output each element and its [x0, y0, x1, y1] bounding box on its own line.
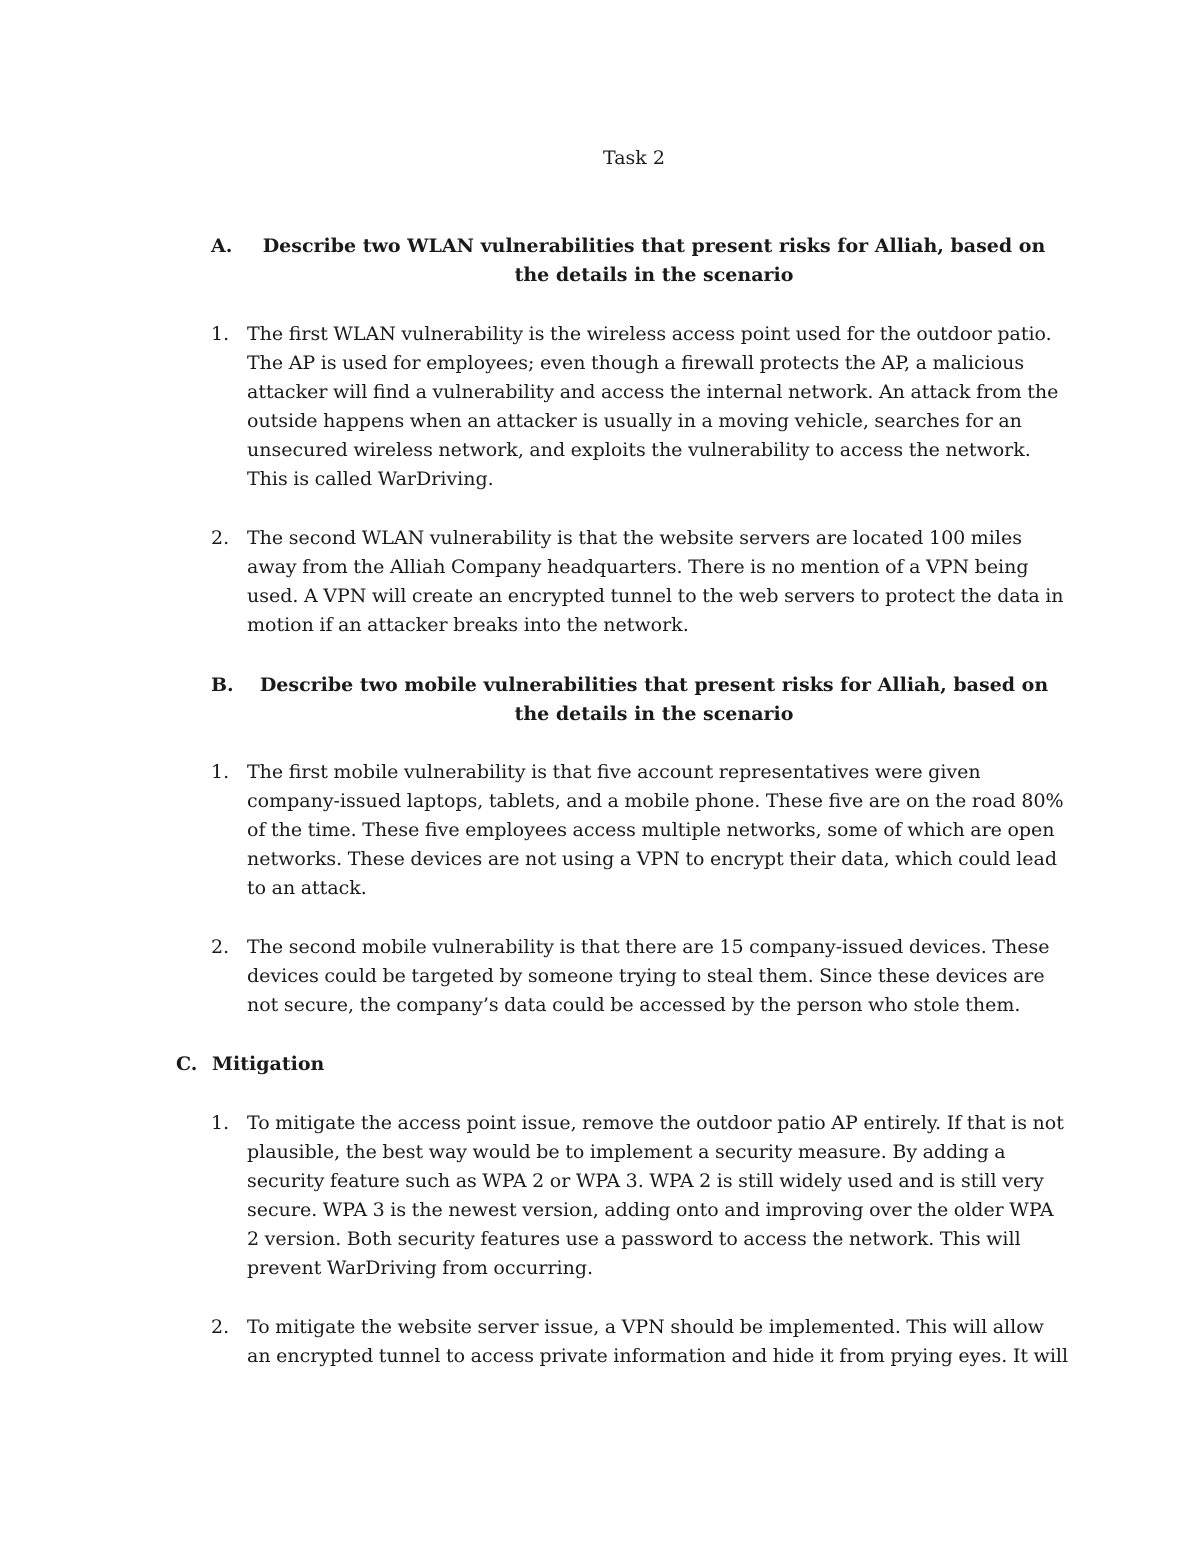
section-c-heading-text: Mitigation — [212, 1053, 325, 1075]
section-b-item-1 — [211, 758, 1071, 903]
section-a-heading-text: Describe two WLAN vulnerabilities that present risks for Alliah, based on the details in the scenario — [262, 235, 1046, 286]
section-a-item-2 — [211, 524, 1071, 640]
list-item-number: 1. — [211, 1112, 230, 1134]
list-item-number: 2. — [211, 936, 230, 958]
section-a-letter: A. — [211, 235, 233, 257]
list-item-number: 1. — [211, 323, 230, 345]
section-a-heading — [211, 232, 1061, 290]
section-b-heading-text: Describe two mobile vulnerabilities that present risks for Alliah, based on the details in the scenario — [259, 674, 1049, 725]
section-a-item-1 — [211, 320, 1071, 494]
section-b-item-2 — [211, 933, 1071, 1020]
list-item-text: To mitigate the access point issue, remove the outdoor patio AP entirely. If that is not plausible, the best way would be to implement a security measure. By adding a security feature such as WPA 2 or WPA 3. WPA 2 is still widely used and is still very secure. WPA 3 is the newest version, adding onto and improving over the older WPA 2 version. Both security features use a password to access the network. This will prevent WarDriving from occurring. — [247, 1112, 1064, 1279]
section-c-item-1 — [211, 1109, 1071, 1283]
list-item-number: 1. — [211, 761, 230, 783]
section-b-letter: B. — [211, 674, 234, 696]
list-item-number: 2. — [211, 1316, 230, 1338]
list-item-number: 2. — [211, 527, 230, 549]
section-b-heading — [211, 671, 1061, 729]
section-c-item-2 — [211, 1313, 1071, 1371]
section-c-letter: C. — [176, 1053, 198, 1075]
section-c-heading — [176, 1050, 324, 1079]
list-item-text: The first WLAN vulnerability is the wireless access point used for the outdoor patio. The AP is used for employees; even though a firewall protects the AP, a malicious attacker will find a vulnerability and access the internal network. An attack from the outside happens when an attacker is usually in a moving vehicle, searches for an unsecured wireless network, and exploits the vulnerability to access the network. This is called WarDriving. — [247, 323, 1059, 490]
list-item-text: To mitigate the website server issue, a VPN should be implemented. This will allow an encrypted tunnel to access private information and hide it from prying eyes. It will — [247, 1316, 1069, 1367]
list-item-text: The second mobile vulnerability is that there are 15 company-issued devices. These devices could be targeted by someone trying to steal them. Since these devices are not secure, the company’s data could be accessed by the person who stole them. — [247, 936, 1050, 1016]
document-title: Task 2 — [603, 147, 665, 169]
list-item-text: The first mobile vulnerability is that five account representatives were given company-issued laptops, tablets, and a mobile phone. These five are on the road 80% of the time. These five employees access multiple networks, some of which are open networks. These devices are not using a VPN to encrypt their data, which could lead to an attack. — [247, 761, 1064, 899]
list-item-text: The second WLAN vulnerability is that the website servers are located 100 miles away from the Alliah Company headquarters. There is no mention of a VPN being used. A VPN will create an encrypted tunnel to the web servers to protect the data in motion if an attacker breaks into the network. — [247, 527, 1064, 636]
